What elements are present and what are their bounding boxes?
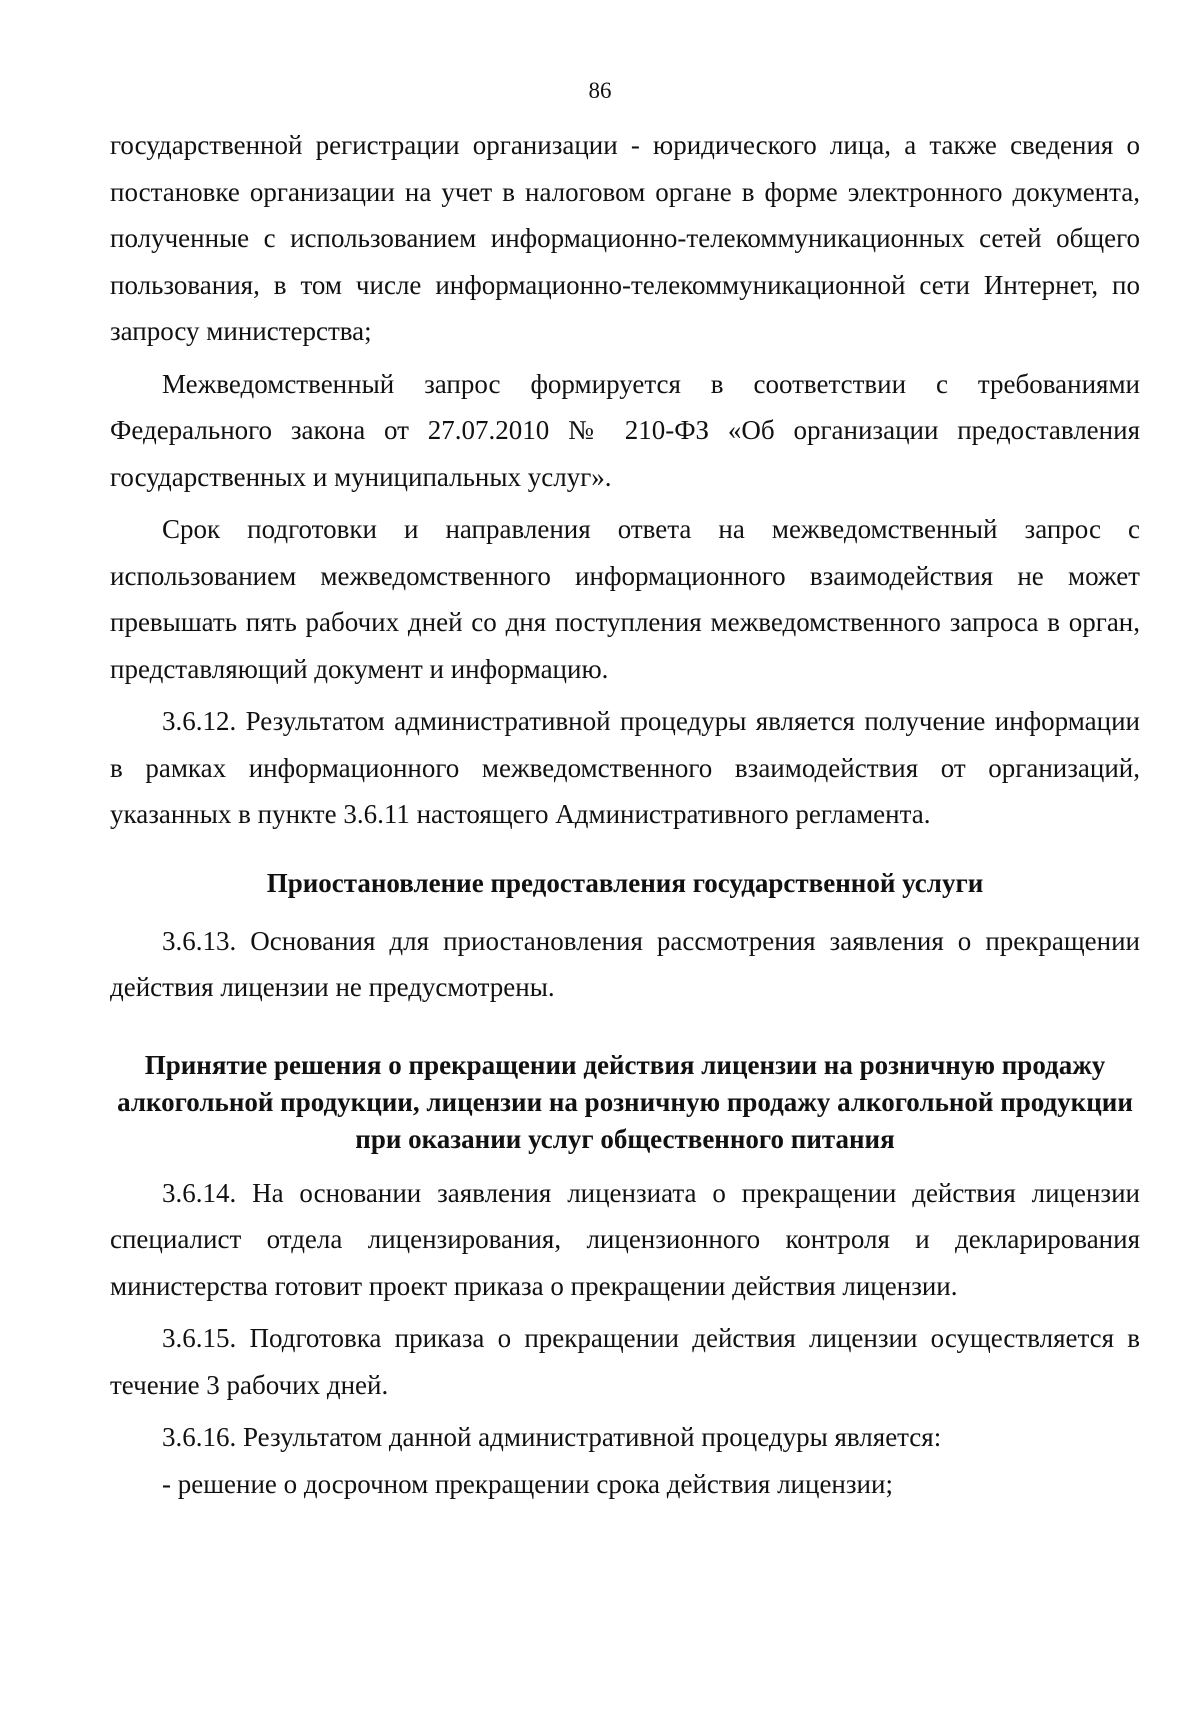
paragraph-3-6-12: 3.6.12. Результатом административной процедуры является получение информации в рамках информационного межведомственного взаимодействия от организаций, указанных в пункте 3.6.11 настоящего Административного регламента. [110,706,1140,829]
paragraph-3-6-16: 3.6.16. Результатом данной административной процедуры является: [162,1422,942,1452]
paragraph-response-deadline: Срок подготовки и направления ответа на межведомственный запрос с использованием межведомственного информационного взаимодействия не может превышать пять рабочих дней со дня поступления межведомственного запроса в орган, представляющий документ и информацию. [110,514,1140,684]
paragraph-3-6-14: 3.6.14. На основании заявления лицензиата о прекращении действия лицензии специалист отдела лицензирования, лицензионного контроля и декларирования министерства готовит проект приказа о прекращении действия лицензии. [110,1177,1140,1301]
paragraph-3-6-13: 3.6.13. Основания для приостановления рассмотрения заявления о прекращении действия лицензии не предусмотрены. [110,925,1140,1002]
paragraph-interagency-request: Межведомственный запрос формируется в соответствии с требованиями Федерального закона от 27.07.2010 № 210-ФЗ «Об организации предоставления государственных и муниципальных услуг». [110,368,1140,492]
paragraph-3-6-15: 3.6.15. Подготовка приказа о прекращении действия лицензии осуществляется в течение 3 рабочих дней. [110,1323,1140,1400]
page-number: 86 [588,78,612,103]
paragraph-registration-info: государственной регистрации организации - юридического лица, а также сведения о постановке организации на учет в налоговом органе в форме электронного документа, полученные с использованием информационно-телекоммуникационных сетей общего пользования, в том числе информационно-телекоммуникационной сети Интернет, по запросу министерства; [110,130,1140,346]
section-heading-suspension: Приостановление предоставления государственной услуги [266,867,984,898]
document-body [110,122,1140,1507]
section-heading-termination-decision: Принятие решения о прекращении действия лицензии на розничную продажу алкогольной продукции, лицензии на розничную продажу алкогольной продукции при оказании услуг общественного питания [117,1049,1133,1154]
list-item-early-termination: - решение о досрочном прекращении срока действия лицензии; [162,1468,893,1499]
